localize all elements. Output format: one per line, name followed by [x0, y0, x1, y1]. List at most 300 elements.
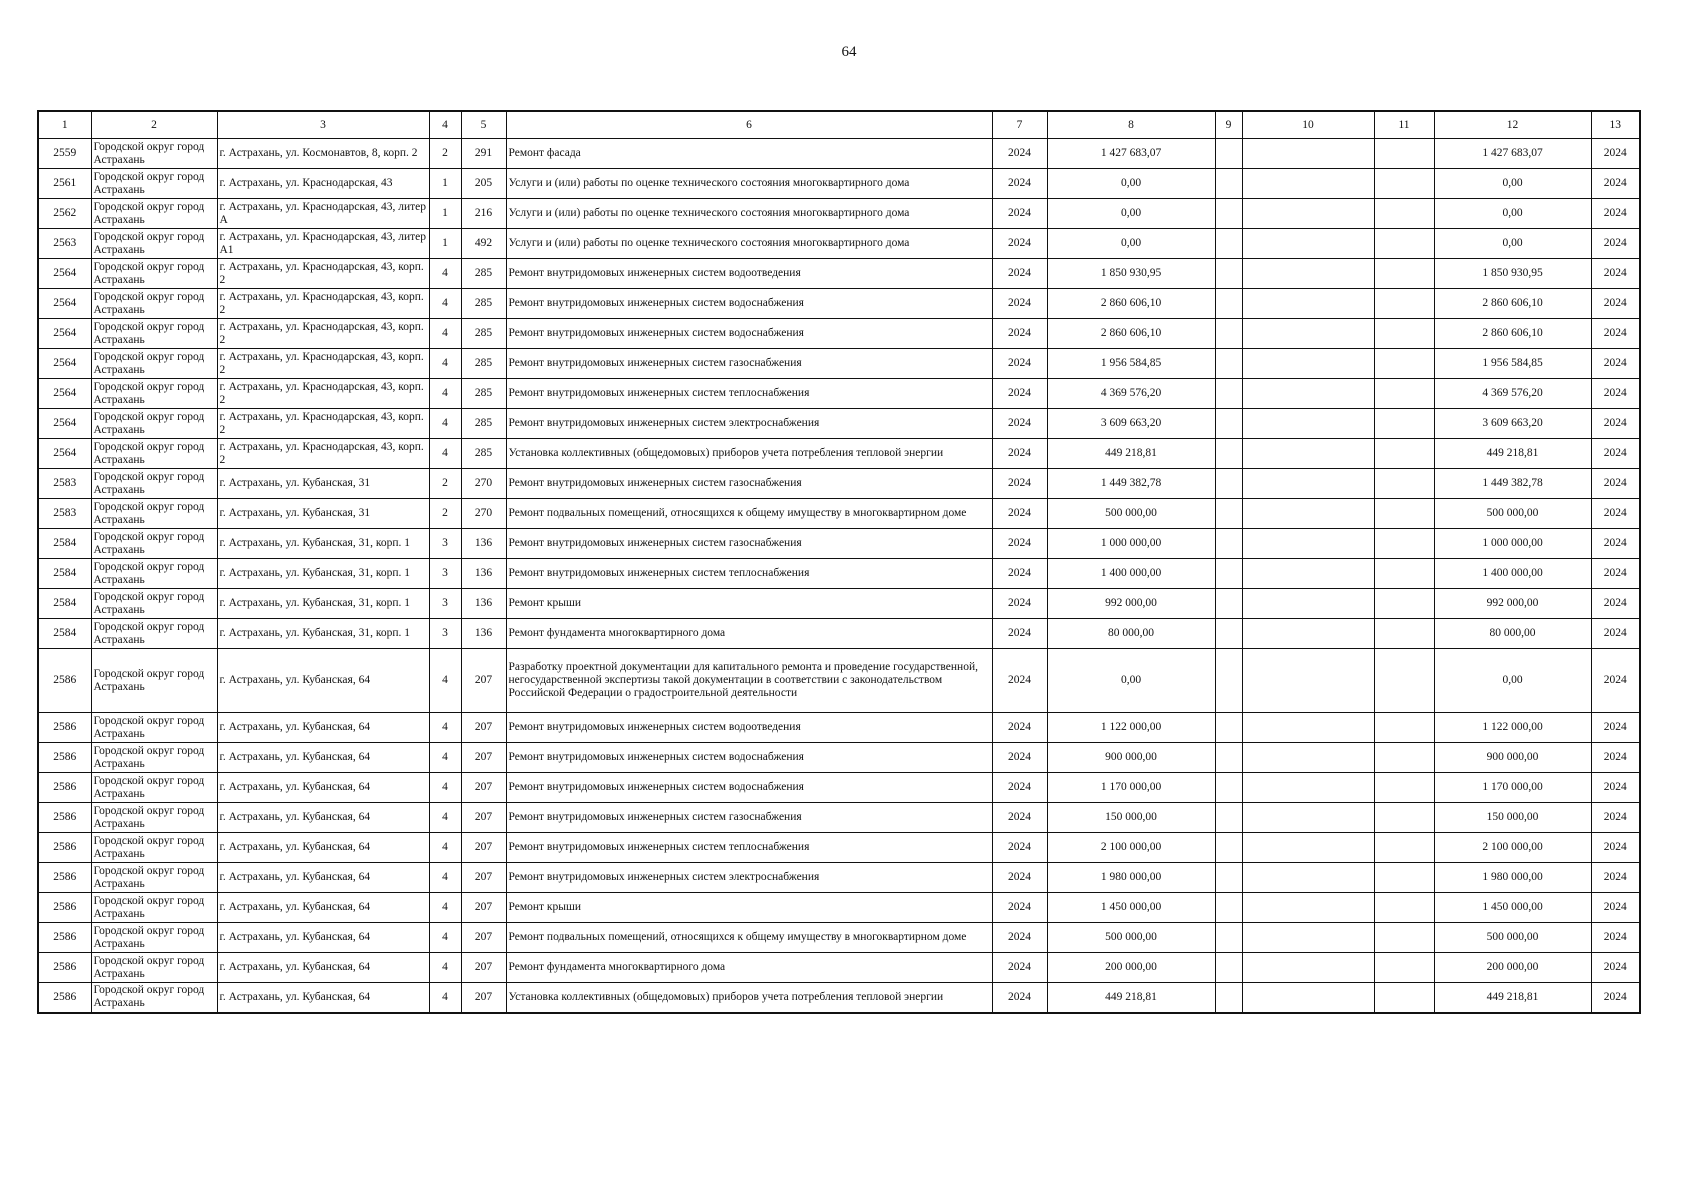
municipality-cell: Городской округ город Астрахань: [91, 289, 217, 319]
col11-cell: [1374, 469, 1434, 499]
col9-cell: [1215, 229, 1242, 259]
row-number-cell: 2584: [38, 529, 91, 559]
col4-cell: 4: [429, 743, 461, 773]
col5-cell: 270: [461, 499, 506, 529]
work-type-cell: Ремонт внутридомовых инженерных систем водоотведения: [506, 259, 992, 289]
total-cell: 1 980 000,00: [1434, 863, 1591, 893]
work-type-cell: Разработку проектной документации для капитального ремонта и проведение государственной, негосударственной экспертизы такой документации в соответствии с законодательством Российской Федерации о градостроительной деятельности: [506, 649, 992, 713]
col9-cell: [1215, 833, 1242, 863]
row-number-cell: 2586: [38, 923, 91, 953]
end-year-cell: 2024: [1591, 619, 1640, 649]
work-type-cell: Ремонт фундамента многоквартирного дома: [506, 619, 992, 649]
col9-cell: [1215, 169, 1242, 199]
col10-cell: [1242, 199, 1374, 229]
col9-cell: [1215, 743, 1242, 773]
municipality-cell: Городской округ город Астрахань: [91, 199, 217, 229]
col9-cell: [1215, 619, 1242, 649]
work-type-cell: Ремонт внутридомовых инженерных систем водоснабжения: [506, 319, 992, 349]
col10-cell: [1242, 833, 1374, 863]
col10-cell: [1242, 139, 1374, 169]
col10-cell: [1242, 559, 1374, 589]
col4-cell: 4: [429, 983, 461, 1013]
municipality-cell: Городской округ город Астрахань: [91, 773, 217, 803]
cost-cell: 150 000,00: [1047, 803, 1215, 833]
col10-cell: [1242, 589, 1374, 619]
total-cell: 1 956 584,85: [1434, 349, 1591, 379]
municipality-cell: Городской округ город Астрахань: [91, 409, 217, 439]
cost-cell: 1 449 382,78: [1047, 469, 1215, 499]
col9-cell: [1215, 319, 1242, 349]
col10-cell: [1242, 439, 1374, 469]
cost-cell: 500 000,00: [1047, 499, 1215, 529]
row-number-cell: 2561: [38, 169, 91, 199]
col5-cell: 136: [461, 589, 506, 619]
col9-cell: [1215, 529, 1242, 559]
total-cell: 449 218,81: [1434, 439, 1591, 469]
row-number-cell: 2584: [38, 589, 91, 619]
col5-cell: 285: [461, 439, 506, 469]
year-cell: 2024: [992, 953, 1047, 983]
row-number-cell: 2583: [38, 499, 91, 529]
work-type-cell: Ремонт внутридомовых инженерных систем газоснабжения: [506, 469, 992, 499]
cost-cell: 2 100 000,00: [1047, 833, 1215, 863]
row-number-cell: 2564: [38, 439, 91, 469]
total-cell: 449 218,81: [1434, 983, 1591, 1013]
total-cell: 2 100 000,00: [1434, 833, 1591, 863]
page-number: 64: [841, 44, 857, 60]
end-year-cell: 2024: [1591, 289, 1640, 319]
col5-cell: 285: [461, 379, 506, 409]
address-cell: г. Астрахань, ул. Кубанская, 64: [217, 713, 429, 743]
work-type-cell: Ремонт внутридомовых инженерных систем электроснабжения: [506, 409, 992, 439]
end-year-cell: 2024: [1591, 499, 1640, 529]
col11-cell: [1374, 439, 1434, 469]
row-number-cell: 2586: [38, 743, 91, 773]
col4-cell: 3: [429, 559, 461, 589]
end-year-cell: 2024: [1591, 259, 1640, 289]
column-header: 10: [1242, 111, 1374, 139]
total-cell: 1 000 000,00: [1434, 529, 1591, 559]
col11-cell: [1374, 803, 1434, 833]
table-row: [38, 833, 1640, 863]
work-type-cell: Ремонт внутридомовых инженерных систем водоснабжения: [506, 289, 992, 319]
work-type-cell: Ремонт внутридомовых инженерных систем теплоснабжения: [506, 379, 992, 409]
address-cell: г. Астрахань, ул. Краснодарская, 43, корп. 2: [217, 439, 429, 469]
work-type-cell: Ремонт внутридомовых инженерных систем теплоснабжения: [506, 559, 992, 589]
col10-cell: [1242, 773, 1374, 803]
col9-cell: [1215, 559, 1242, 589]
end-year-cell: 2024: [1591, 589, 1640, 619]
year-cell: 2024: [992, 713, 1047, 743]
col5-cell: 291: [461, 139, 506, 169]
col5-cell: 207: [461, 743, 506, 773]
col4-cell: 2: [429, 139, 461, 169]
year-cell: 2024: [992, 833, 1047, 863]
total-cell: 80 000,00: [1434, 619, 1591, 649]
col5-cell: 207: [461, 923, 506, 953]
col4-cell: 4: [429, 409, 461, 439]
col10-cell: [1242, 863, 1374, 893]
municipality-cell: Городской округ город Астрахань: [91, 139, 217, 169]
end-year-cell: 2024: [1591, 169, 1640, 199]
col4-cell: 1: [429, 229, 461, 259]
col11-cell: [1374, 319, 1434, 349]
year-cell: 2024: [992, 893, 1047, 923]
year-cell: 2024: [992, 559, 1047, 589]
municipality-cell: Городской округ город Астрахань: [91, 469, 217, 499]
total-cell: 150 000,00: [1434, 803, 1591, 833]
address-cell: г. Астрахань, ул. Краснодарская, 43, литер А: [217, 199, 429, 229]
table-row: [38, 289, 1640, 319]
cost-cell: 0,00: [1047, 649, 1215, 713]
col11-cell: [1374, 923, 1434, 953]
work-type-cell: Ремонт подвальных помещений, относящихся к общему имуществу в многоквартирном доме: [506, 923, 992, 953]
col4-cell: 4: [429, 649, 461, 713]
cost-cell: 449 218,81: [1047, 439, 1215, 469]
work-type-cell: Установка коллективных (общедомовых) приборов учета потребления тепловой энергии: [506, 439, 992, 469]
cost-cell: 0,00: [1047, 199, 1215, 229]
col4-cell: 4: [429, 379, 461, 409]
col9-cell: [1215, 139, 1242, 169]
total-cell: 1 170 000,00: [1434, 773, 1591, 803]
work-type-cell: Ремонт фундамента многоквартирного дома: [506, 953, 992, 983]
row-number-cell: 2586: [38, 649, 91, 713]
col4-cell: 3: [429, 529, 461, 559]
col10-cell: [1242, 529, 1374, 559]
col11-cell: [1374, 559, 1434, 589]
municipality-cell: Городской округ город Астрахань: [91, 499, 217, 529]
table-row: [38, 259, 1640, 289]
table-row: [38, 529, 1640, 559]
municipality-cell: Городской округ город Астрахань: [91, 983, 217, 1013]
col11-cell: [1374, 349, 1434, 379]
work-type-cell: Ремонт внутридомовых инженерных систем газоснабжения: [506, 349, 992, 379]
table-row: [38, 619, 1640, 649]
row-number-cell: 2586: [38, 773, 91, 803]
end-year-cell: 2024: [1591, 529, 1640, 559]
col10-cell: [1242, 923, 1374, 953]
year-cell: 2024: [992, 529, 1047, 559]
address-cell: г. Астрахань, ул. Кубанская, 64: [217, 893, 429, 923]
year-cell: 2024: [992, 743, 1047, 773]
work-type-cell: Ремонт крыши: [506, 893, 992, 923]
column-header: 9: [1215, 111, 1242, 139]
cost-cell: 2 860 606,10: [1047, 289, 1215, 319]
address-cell: г. Астрахань, ул. Кубанская, 31, корп. 1: [217, 619, 429, 649]
col4-cell: 4: [429, 863, 461, 893]
col9-cell: [1215, 773, 1242, 803]
address-cell: г. Астрахань, ул. Краснодарская, 43, корп. 2: [217, 319, 429, 349]
col4-cell: 4: [429, 713, 461, 743]
address-cell: г. Астрахань, ул. Кубанская, 64: [217, 953, 429, 983]
col5-cell: 285: [461, 409, 506, 439]
work-type-cell: Услуги и (или) работы по оценке технического состояния многоквартирного дома: [506, 229, 992, 259]
col4-cell: 4: [429, 893, 461, 923]
col9-cell: [1215, 349, 1242, 379]
table-row: [38, 439, 1640, 469]
table-row: [38, 319, 1640, 349]
col4-cell: 2: [429, 499, 461, 529]
year-cell: 2024: [992, 619, 1047, 649]
col11-cell: [1374, 409, 1434, 439]
col4-cell: 4: [429, 319, 461, 349]
col11-cell: [1374, 743, 1434, 773]
col11-cell: [1374, 953, 1434, 983]
cost-cell: 2 860 606,10: [1047, 319, 1215, 349]
address-cell: г. Астрахань, ул. Кубанская, 64: [217, 983, 429, 1013]
col5-cell: 285: [461, 259, 506, 289]
col10-cell: [1242, 953, 1374, 983]
work-type-cell: Ремонт крыши: [506, 589, 992, 619]
end-year-cell: 2024: [1591, 713, 1640, 743]
col10-cell: [1242, 469, 1374, 499]
col11-cell: [1374, 139, 1434, 169]
table-row: [38, 469, 1640, 499]
col10-cell: [1242, 499, 1374, 529]
col5-cell: 207: [461, 893, 506, 923]
col5-cell: 216: [461, 199, 506, 229]
col4-cell: 2: [429, 469, 461, 499]
cost-cell: 1 400 000,00: [1047, 559, 1215, 589]
year-cell: 2024: [992, 803, 1047, 833]
row-number-cell: 2586: [38, 983, 91, 1013]
year-cell: 2024: [992, 863, 1047, 893]
col9-cell: [1215, 863, 1242, 893]
address-cell: г. Астрахань, ул. Кубанская, 64: [217, 803, 429, 833]
cost-cell: 1 450 000,00: [1047, 893, 1215, 923]
table-row: [38, 169, 1640, 199]
end-year-cell: 2024: [1591, 833, 1640, 863]
col4-cell: 4: [429, 953, 461, 983]
row-number-cell: 2586: [38, 713, 91, 743]
col4-cell: 4: [429, 349, 461, 379]
col11-cell: [1374, 289, 1434, 319]
end-year-cell: 2024: [1591, 439, 1640, 469]
cost-cell: 3 609 663,20: [1047, 409, 1215, 439]
col11-cell: [1374, 379, 1434, 409]
end-year-cell: 2024: [1591, 803, 1640, 833]
end-year-cell: 2024: [1591, 199, 1640, 229]
year-cell: 2024: [992, 349, 1047, 379]
year-cell: 2024: [992, 199, 1047, 229]
address-cell: г. Астрахань, ул. Краснодарская, 43, корп. 2: [217, 379, 429, 409]
col9-cell: [1215, 439, 1242, 469]
col5-cell: 207: [461, 863, 506, 893]
column-header: 13: [1591, 111, 1640, 139]
municipality-cell: Городской округ город Астрахань: [91, 923, 217, 953]
col5-cell: 285: [461, 289, 506, 319]
col10-cell: [1242, 289, 1374, 319]
table-row: [38, 773, 1640, 803]
address-cell: г. Астрахань, ул. Кубанская, 64: [217, 833, 429, 863]
cost-cell: 0,00: [1047, 169, 1215, 199]
column-header: 2: [91, 111, 217, 139]
col10-cell: [1242, 893, 1374, 923]
col11-cell: [1374, 983, 1434, 1013]
table-row: [38, 953, 1640, 983]
address-cell: г. Астрахань, ул. Кубанская, 31: [217, 469, 429, 499]
address-cell: г. Астрахань, ул. Кубанская, 31: [217, 499, 429, 529]
address-cell: г. Астрахань, ул. Кубанская, 64: [217, 743, 429, 773]
end-year-cell: 2024: [1591, 743, 1640, 773]
address-cell: г. Астрахань, ул. Краснодарская, 43, корп. 2: [217, 409, 429, 439]
address-cell: г. Астрахань, ул. Кубанская, 64: [217, 773, 429, 803]
year-cell: 2024: [992, 289, 1047, 319]
total-cell: 4 369 576,20: [1434, 379, 1591, 409]
address-cell: г. Астрахань, ул. Кубанская, 64: [217, 649, 429, 713]
col11-cell: [1374, 863, 1434, 893]
row-number-cell: 2583: [38, 469, 91, 499]
municipality-cell: Городской округ город Астрахань: [91, 833, 217, 863]
total-cell: 0,00: [1434, 169, 1591, 199]
year-cell: 2024: [992, 409, 1047, 439]
end-year-cell: 2024: [1591, 893, 1640, 923]
col9-cell: [1215, 469, 1242, 499]
municipality-cell: Городской округ город Астрахань: [91, 169, 217, 199]
municipality-cell: Городской округ город Астрахань: [91, 803, 217, 833]
col10-cell: [1242, 259, 1374, 289]
col5-cell: 207: [461, 803, 506, 833]
year-cell: 2024: [992, 499, 1047, 529]
col4-cell: 4: [429, 289, 461, 319]
table-row: [38, 923, 1640, 953]
col5-cell: 285: [461, 349, 506, 379]
year-cell: 2024: [992, 169, 1047, 199]
col11-cell: [1374, 229, 1434, 259]
total-cell: 200 000,00: [1434, 953, 1591, 983]
municipality-cell: Городской округ город Астрахань: [91, 743, 217, 773]
table-row: [38, 589, 1640, 619]
row-number-cell: 2586: [38, 863, 91, 893]
municipality-cell: Городской округ город Астрахань: [91, 893, 217, 923]
work-type-cell: Ремонт подвальных помещений, относящихся к общему имуществу в многоквартирном доме: [506, 499, 992, 529]
col4-cell: 4: [429, 923, 461, 953]
row-number-cell: 2586: [38, 953, 91, 983]
municipality-cell: Городской округ город Астрахань: [91, 229, 217, 259]
col10-cell: [1242, 229, 1374, 259]
col11-cell: [1374, 619, 1434, 649]
col4-cell: 3: [429, 589, 461, 619]
total-cell: 2 860 606,10: [1434, 319, 1591, 349]
row-number-cell: 2586: [38, 893, 91, 923]
col10-cell: [1242, 743, 1374, 773]
column-header: 11: [1374, 111, 1434, 139]
cost-cell: 449 218,81: [1047, 983, 1215, 1013]
end-year-cell: 2024: [1591, 379, 1640, 409]
total-cell: 992 000,00: [1434, 589, 1591, 619]
address-cell: г. Астрахань, ул. Краснодарская, 43, корп. 2: [217, 289, 429, 319]
col10-cell: [1242, 169, 1374, 199]
table-row: [38, 803, 1640, 833]
table-row: [38, 199, 1640, 229]
address-cell: г. Астрахань, ул. Кубанская, 31, корп. 1: [217, 529, 429, 559]
cost-cell: 1 850 930,95: [1047, 259, 1215, 289]
municipality-cell: Городской округ город Астрахань: [91, 649, 217, 713]
cost-cell: 1 122 000,00: [1047, 713, 1215, 743]
end-year-cell: 2024: [1591, 409, 1640, 439]
col4-cell: 4: [429, 803, 461, 833]
total-cell: 1 449 382,78: [1434, 469, 1591, 499]
cost-cell: 1 170 000,00: [1047, 773, 1215, 803]
col5-cell: 270: [461, 469, 506, 499]
municipality-cell: Городской округ город Астрахань: [91, 349, 217, 379]
address-cell: г. Астрахань, ул. Краснодарская, 43: [217, 169, 429, 199]
col9-cell: [1215, 713, 1242, 743]
table-row: [38, 229, 1640, 259]
year-cell: 2024: [992, 379, 1047, 409]
end-year-cell: 2024: [1591, 559, 1640, 589]
address-cell: г. Астрахань, ул. Краснодарская, 43, литер А1: [217, 229, 429, 259]
row-number-cell: 2564: [38, 379, 91, 409]
col9-cell: [1215, 923, 1242, 953]
col5-cell: 207: [461, 953, 506, 983]
col9-cell: [1215, 199, 1242, 229]
col11-cell: [1374, 893, 1434, 923]
total-cell: 500 000,00: [1434, 499, 1591, 529]
col10-cell: [1242, 349, 1374, 379]
work-type-cell: Ремонт внутридомовых инженерных систем газоснабжения: [506, 529, 992, 559]
column-header: 1: [38, 111, 91, 139]
col4-cell: 4: [429, 259, 461, 289]
col9-cell: [1215, 803, 1242, 833]
end-year-cell: 2024: [1591, 649, 1640, 713]
work-type-cell: Услуги и (или) работы по оценке технического состояния многоквартирного дома: [506, 199, 992, 229]
col4-cell: 3: [429, 619, 461, 649]
total-cell: 1 122 000,00: [1434, 713, 1591, 743]
table-row: [38, 379, 1640, 409]
table-row: [38, 983, 1640, 1013]
col5-cell: 207: [461, 649, 506, 713]
column-header: 4: [429, 111, 461, 139]
col5-cell: 205: [461, 169, 506, 199]
table-row: [38, 649, 1640, 713]
year-cell: 2024: [992, 983, 1047, 1013]
table-row: [38, 893, 1640, 923]
col11-cell: [1374, 589, 1434, 619]
table-row: [38, 559, 1640, 589]
row-number-cell: 2564: [38, 409, 91, 439]
table-row: [38, 499, 1640, 529]
end-year-cell: 2024: [1591, 139, 1640, 169]
row-number-cell: 2584: [38, 559, 91, 589]
cost-cell: 1 000 000,00: [1047, 529, 1215, 559]
row-number-cell: 2564: [38, 289, 91, 319]
col10-cell: [1242, 713, 1374, 743]
cost-cell: 500 000,00: [1047, 923, 1215, 953]
col11-cell: [1374, 713, 1434, 743]
end-year-cell: 2024: [1591, 229, 1640, 259]
work-type-cell: Ремонт внутридомовых инженерных систем теплоснабжения: [506, 833, 992, 863]
address-cell: г. Астрахань, ул. Кубанская, 31, корп. 1: [217, 589, 429, 619]
address-cell: г. Астрахань, ул. Кубанская, 31, корп. 1: [217, 559, 429, 589]
municipality-cell: Городской округ город Астрахань: [91, 863, 217, 893]
year-cell: 2024: [992, 469, 1047, 499]
col10-cell: [1242, 619, 1374, 649]
municipality-cell: Городской округ город Астрахань: [91, 713, 217, 743]
table-row: [38, 139, 1640, 169]
col9-cell: [1215, 409, 1242, 439]
col11-cell: [1374, 169, 1434, 199]
column-header: 6: [506, 111, 992, 139]
work-type-cell: Ремонт внутридомовых инженерных систем водоотведения: [506, 713, 992, 743]
year-cell: 2024: [992, 649, 1047, 713]
col5-cell: 207: [461, 773, 506, 803]
col4-cell: 1: [429, 199, 461, 229]
end-year-cell: 2024: [1591, 983, 1640, 1013]
col5-cell: 492: [461, 229, 506, 259]
address-cell: г. Астрахань, ул. Космонавтов, 8, корп. 2: [217, 139, 429, 169]
row-number-cell: 2559: [38, 139, 91, 169]
